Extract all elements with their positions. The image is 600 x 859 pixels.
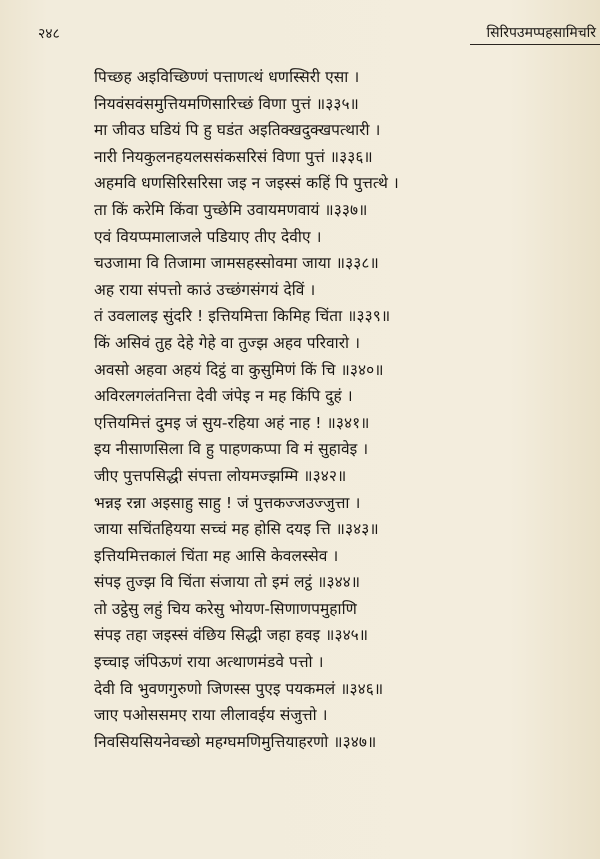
verse-line: जाए पओससमए राया लीलावईय संजुत्तो । bbox=[94, 706, 328, 725]
header-rule bbox=[470, 44, 600, 45]
verse-line: तो उट्ठेसु लहुं चिय करेसु भोयण-सिणाणपमुहाणि bbox=[94, 599, 357, 618]
verse-line: ता किं करेमि किंवा पुच्छेमि उवायमणवायं ॥३३७॥ bbox=[94, 200, 368, 219]
verse-line: निवसियसियनेवच्छो महग्घमणिमुत्तियाहरणो ॥३४७॥ bbox=[94, 732, 377, 751]
verse-line: नियवंसवंसमुत्तियमणिसारिच्छं विणा पुत्तं ॥३३५॥ bbox=[94, 94, 359, 113]
verse-line: इत्तियमित्तकालं चिंता मह आसि केवलस्सेव । bbox=[94, 546, 339, 565]
verse-line: किं असिवं तुह देहे गेहे वा तुज्झ अहव परिवारो । bbox=[94, 333, 361, 352]
verse-line: अहमवि धणसिरिसरिसा जइ न जइस्सं कहिं पि पुत्तत्थे । bbox=[94, 174, 399, 193]
verse-line: अवसो अहवा अहयं दिट्ठं वा कुसुमिणं किं चि ॥३४०॥ bbox=[94, 360, 384, 379]
verse-line: इच्चाइ जंपिऊणं राया अत्थाणमंडवे पत्तो । bbox=[94, 653, 324, 672]
verse-line: संपइ तहा जइस्सं वंछिय सिद्धी जहा हवइ ॥३४५॥ bbox=[94, 626, 369, 645]
page-number: २४८ bbox=[38, 26, 60, 42]
verse-line: भन्नइ रन्ना अइसाहु साहु ! जं पुत्तकज्जउज्जुत्ता । bbox=[94, 493, 361, 512]
verse-line: मा जीवउ घडियं पि हु घडंत अइतिक्खदुक्खपत्थारी । bbox=[94, 121, 381, 140]
verse-line: जीए पुत्तपसिद्धी संपत्ता लोयमज्झम्मि ॥३४२॥ bbox=[94, 466, 347, 485]
verse-line: तं उवलालइ सुंदरि ! इत्तियमित्ता किमिह चिंता ॥३३९॥ bbox=[94, 307, 391, 326]
verse-text-block bbox=[94, 64, 594, 755]
verse-line: इय नीसाणसिला वि हु पाहणकप्पा वि मं सुहावेइ । bbox=[94, 440, 369, 459]
verse-line: नारी नियकुलनहयलससंकसरिसं विणा पुत्तं ॥३३६॥ bbox=[94, 147, 373, 166]
verse-line: एवं वियप्पमालाजले पडियाए तीए देवीए । bbox=[94, 227, 322, 246]
running-head: सिरिपउमप्पहसामिचरि bbox=[486, 25, 596, 41]
verse-line: अह राया संपत्तो काउं उच्छंगसंगयं देविं । bbox=[94, 280, 316, 299]
verse-line: जाया सचिंतहियया सच्चं मह होसि दयइ त्ति ॥३४३॥ bbox=[94, 520, 379, 539]
verse-line: देवी वि भुवणगुरुणो जिणस्स पुएइ पयकमलं ॥३४६॥ bbox=[94, 679, 384, 698]
verse-line: एत्तियमित्तं दुमइ जं सुय-रहिया अहं नाह ! ॥३४१॥ bbox=[94, 413, 370, 432]
verse-line: संपइ तुज्झ वि चिंता संजाया तो इमं लट्ठं ॥३४४॥ bbox=[94, 573, 361, 592]
verse-line: चउजामा वि तिजामा जामसहस्सोवमा जाया ॥३३८॥ bbox=[94, 254, 379, 273]
verse-line: पिच्छह अइविच्छिण्णं पत्ताणत्थं धणस्सिरी एसा । bbox=[94, 68, 360, 86]
verse-line: अविरलगलंतनित्ता देवी जंपेइ न मह किंपि दुहं । bbox=[94, 387, 353, 406]
page-header bbox=[0, 0, 600, 48]
